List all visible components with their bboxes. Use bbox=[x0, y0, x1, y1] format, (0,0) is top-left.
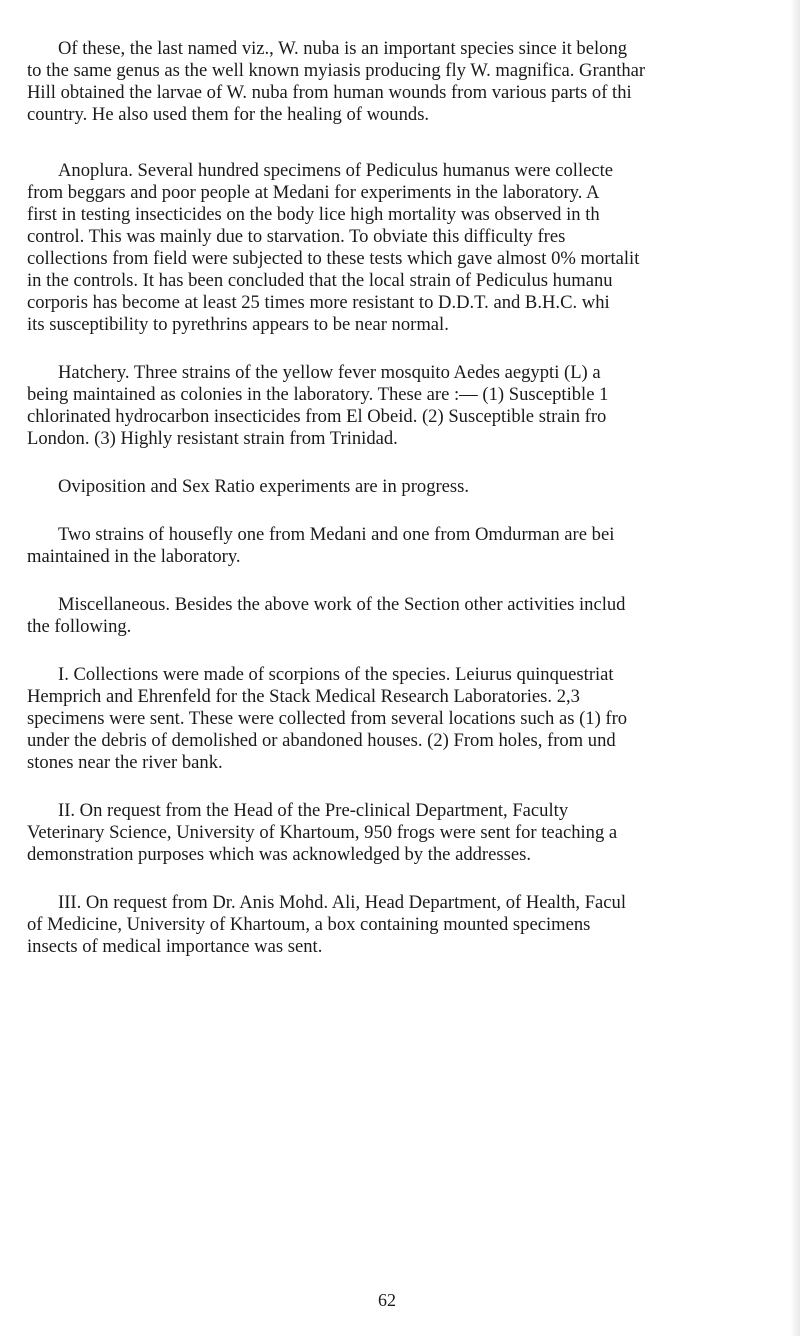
text-line: Anoplura. Several hundred specimens of Pediculus humanus were collecte bbox=[58, 160, 614, 181]
text-line: control. This was mainly due to starvation. To obviate this difficulty fres bbox=[27, 226, 566, 247]
text-line: London. (3) Highly resistant strain from Trinidad. bbox=[27, 428, 398, 449]
page-number: 62 bbox=[378, 1290, 396, 1310]
text-line: insects of medical importance was sent. bbox=[27, 936, 323, 957]
paragraph-hatchery bbox=[0, 362, 800, 450]
text-line: of Medicine, University of Khartoum, a box containing mounted specimens bbox=[27, 914, 591, 935]
text-line: from beggars and poor people at Medani for experiments in the laboratory. A bbox=[27, 182, 600, 203]
paragraph-miscellaneous bbox=[0, 594, 800, 638]
text-line: collections from field were subjected to these tests which gave almost 0% mortalit bbox=[27, 248, 640, 269]
text-line: stones near the river bank. bbox=[27, 752, 223, 773]
text-line: in the controls. It has been concluded that the local strain of Pediculus humanu bbox=[27, 270, 613, 291]
text-line: the following. bbox=[27, 616, 132, 637]
text-line: III. On request from Dr. Anis Mohd. Ali, Head Department, of Health, Facul bbox=[58, 892, 627, 913]
text-line: Hemprich and Ehrenfeld for the Stack Medical Research Laboratories. 2,3 bbox=[27, 686, 580, 707]
text-line: Hill obtained the larvae of W. nuba from human wounds from various parts of thi bbox=[27, 82, 632, 103]
paragraph-wohlfahrtia bbox=[0, 38, 800, 126]
text-line: maintained in the laboratory. bbox=[27, 546, 241, 567]
text-line: I. Collections were made of scorpions of the species. Leiurus quinquestriat bbox=[58, 664, 614, 685]
paragraph-anoplura bbox=[0, 160, 800, 336]
text-line: under the debris of demolished or abandoned houses. (2) From holes, from und bbox=[27, 730, 616, 751]
text-line: Oviposition and Sex Ratio experiments are in progress. bbox=[58, 476, 470, 497]
text-line: first in testing insecticides on the body lice high mortality was observed in th bbox=[27, 204, 600, 225]
body-text bbox=[0, 38, 800, 958]
paragraph-item-ii bbox=[0, 800, 800, 866]
paragraph-item-i bbox=[0, 664, 800, 774]
text-line: Two strains of housefly one from Medani and one from Omdurman are bei bbox=[58, 524, 615, 545]
text-line: its susceptibility to pyrethrins appears to be near normal. bbox=[27, 314, 449, 335]
text-line: country. He also used them for the healing of wounds. bbox=[27, 104, 430, 125]
text-line: Veterinary Science, University of Khartoum, 950 frogs were sent for teaching a bbox=[27, 822, 618, 843]
text-line: Hatchery. Three strains of the yellow fever mosquito Aedes aegypti (L) a bbox=[58, 362, 601, 383]
text-line: demonstration purposes which was acknowledged by the addresses. bbox=[27, 844, 531, 865]
text-line: corporis has become at least 25 times more resistant to D.D.T. and B.H.C. whi bbox=[27, 292, 610, 313]
text-line: II. On request from the Head of the Pre-clinical Department, Faculty bbox=[58, 800, 569, 821]
paragraph-housefly bbox=[0, 524, 800, 568]
paragraph-oviposition bbox=[0, 476, 800, 498]
page-edge-shadow bbox=[790, 0, 800, 1336]
text-line: Of these, the last named viz., W. nuba is an important species since it belong bbox=[58, 38, 628, 59]
text-line: to the same genus as the well known myiasis producing fly W. magnifica. Granthar bbox=[27, 60, 646, 81]
paragraph-item-iii bbox=[0, 892, 800, 958]
text-line: specimens were sent. These were collected from several locations such as (1) fro bbox=[27, 708, 628, 729]
text-line: chlorinated hydrocarbon insecticides from El Obeid. (2) Susceptible strain fro bbox=[27, 406, 607, 427]
text-line: Miscellaneous. Besides the above work of the Section other activities includ bbox=[58, 594, 626, 615]
text-line: being maintained as colonies in the laboratory. These are :— (1) Susceptible 1 bbox=[27, 384, 609, 405]
